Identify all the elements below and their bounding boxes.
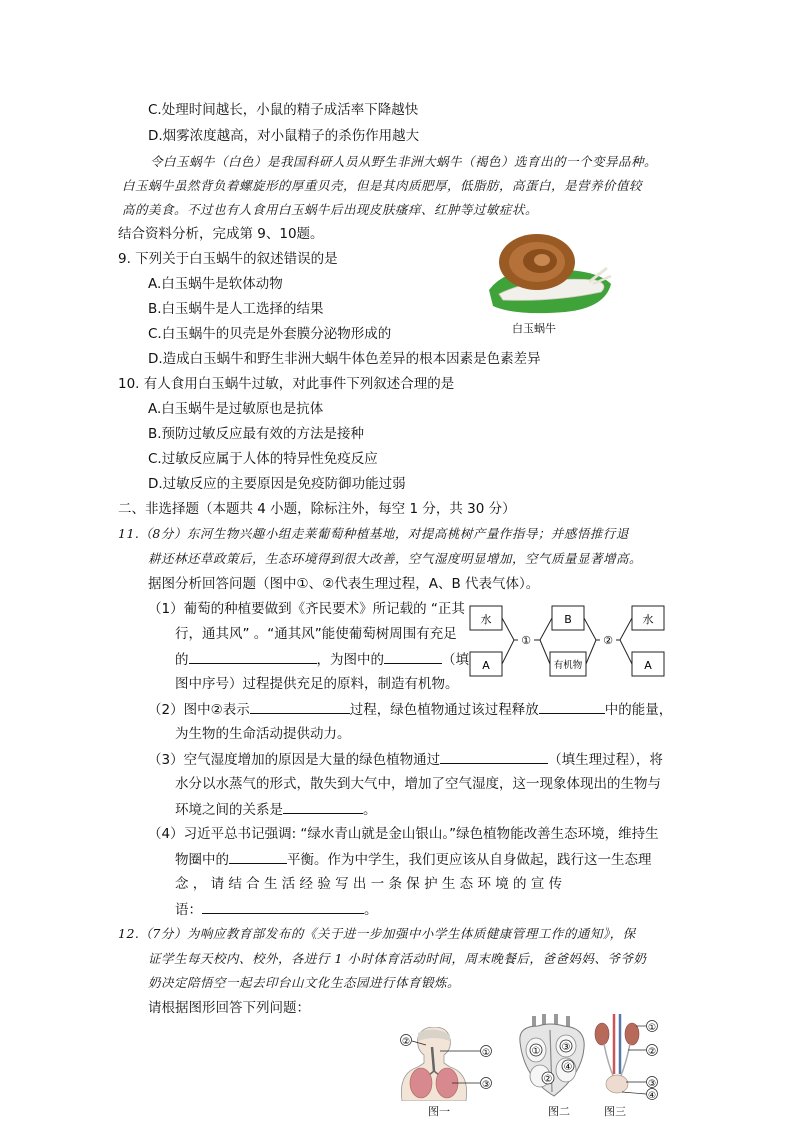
answer-blank[interactable] [539, 700, 605, 714]
question-11-2-line-1 [148, 700, 672, 719]
text-fragment: 的 [175, 652, 189, 668]
label-step-2: ② [603, 634, 613, 647]
text-fragment: 语： [175, 902, 202, 918]
fig1-label-3: ③ [481, 1080, 491, 1090]
question-10-option-b: B.预防过敏反应最有效的方法是接种 [148, 426, 365, 442]
answer-blank[interactable] [250, 700, 350, 714]
question-10-option-c: C.过敏反应属于人体的特异性免疫反应 [148, 451, 378, 467]
figure-1-caption: 图一 [428, 1105, 450, 1118]
question-11-4-line-2 [175, 850, 652, 869]
text-fragment: 过程，绿色植物通过该过程释放 [349, 702, 539, 718]
figure-2-heart-diagram [510, 1012, 592, 1098]
text-fragment: 环境之间的关系是 [175, 802, 283, 818]
question-9-option-d: D.造成白玉蜗牛和野生非洲大蜗牛体色差异的根本因素是色素差异 [148, 351, 541, 367]
fig3-label-3: ③ [647, 1079, 657, 1089]
fig3-label-1: ① [647, 1023, 657, 1033]
question-11-1-line-1: （1）葡萄的种植要做到《齐民要术》所记载的 “正其 [148, 601, 465, 617]
snail-caption: 白玉蜗牛 [512, 322, 556, 335]
label-a-right: A [644, 659, 652, 672]
text-fragment: 。 [363, 802, 377, 818]
question-11-3-line-1 [148, 750, 663, 769]
question-12-intro-3: 奶决定陪悟空一起去印台山文化生态园进行体育锻炼。 [148, 975, 461, 990]
question-10-option-a: A.白玉蜗牛是过敏原也是抗体 [148, 401, 324, 417]
question-12-intro-2: 证学生每天校内、校外，各进行 1 小时体育活动时间，周末晚餐后，爸爸妈妈、爷爷奶 [148, 951, 647, 966]
answer-blank[interactable] [440, 750, 548, 764]
answer-blank[interactable] [384, 650, 442, 664]
option-d-line: D.烟雾浓度越高，对小鼠精子的杀伤作用越大 [148, 128, 420, 144]
question-11-4-line-1: （4）习近平总书记强调: “绿水青山就是金山银山。”绿色植物能改善生态环境，维持生 [148, 826, 659, 842]
option-c-line: C.处理时间越长，小鼠的精子成活率下降越快 [148, 102, 419, 118]
question-11-intro-2: 耕还林还草政策后，生态环境得到很大改善，空气湿度明显增加，空气质量显著增高。 [148, 551, 643, 566]
question-12-intro-1: 12.（7分）为响应教育部发布的《关于进一步加强中小学生体质健康管理工作的通知》，保 [118, 926, 636, 941]
text-fragment: 中的能量， [604, 702, 673, 718]
label-step-1: ① [521, 634, 531, 647]
answer-blank[interactable] [202, 900, 364, 914]
label-water-left: 水 [480, 613, 492, 626]
text-fragment: （填生理过程），将 [548, 752, 663, 768]
fig2-label-1: ① [531, 1046, 541, 1057]
text-fragment: 物圈中的 [175, 852, 229, 868]
fig3-label-4: ④ [647, 1091, 657, 1100]
question-9-stem: 9. 下列关于白玉蜗牛的叙述错误的是 [118, 251, 338, 267]
material-line-1: 令白玉蜗牛（白色）是我国科研人员从野生非洲大蜗牛（褐色）选育出的一个变异品种。 [150, 154, 658, 169]
fig3-label-2: ② [647, 1047, 657, 1057]
answer-blank[interactable] [189, 650, 317, 664]
label-organic: 有机物 [553, 660, 583, 671]
figure-1-respiratory-diagram [388, 1027, 498, 1101]
figure-3-urinary-diagram [592, 1014, 664, 1100]
question-9-option-b: B.白玉蜗牛是人工选择的结果 [148, 301, 324, 317]
question-10-stem: 10. 有人食用白玉蜗牛过敏，对此事件下列叙述合理的是 [118, 376, 455, 392]
fig2-label-2: ② [543, 1074, 553, 1085]
fig2-label-4: ④ [563, 1062, 573, 1073]
text-fragment: （填 [442, 652, 469, 668]
material-line-3: 高的美食。不过也有人食用白玉蜗牛后出现皮肤瘙痒、红肿等过敏症状。 [122, 202, 539, 217]
question-11-3-line-3 [175, 800, 377, 819]
question-11-2-line-2: 为生物的生命活动提供动力。 [175, 726, 351, 742]
text-fragment: （2）图中②表示 [148, 702, 250, 718]
photosynthesis-respiration-diagram [468, 600, 682, 682]
label-water-right: 水 [642, 613, 654, 626]
material-line-2: 白玉蜗牛虽然背负着螺旋形的厚重贝壳，但是其肉质肥厚，低脂肪，高蛋白，是营养价值较 [122, 178, 643, 193]
text-fragment: ，为图中的 [316, 652, 384, 668]
text-fragment: 。 [364, 902, 378, 918]
label-b: B [564, 613, 572, 626]
question-12-prompt: 请根据图形回答下列问题： [148, 1000, 310, 1016]
fig1-label-2: ② [401, 1037, 411, 1047]
text-fragment: （3）空气湿度增加的原因是大量的绿色植物通过 [148, 752, 441, 768]
question-9-option-c: C.白玉蜗牛的贝壳是外套膜分泌物形成的 [148, 326, 392, 342]
text-fragment: 平衡。作为中学生，我们更应该从自身做起，践行这一生态理 [287, 852, 652, 868]
label-a-left: A [482, 659, 490, 672]
answer-blank[interactable] [283, 800, 363, 814]
question-11-1-line-4: 图中序号）过程提供充足的原料，制造有机物。 [175, 676, 459, 692]
snail-image [485, 228, 615, 316]
section-2-heading: 二、非选择题（本题共 4 小题，除标注外，每空 1 分，共 30 分） [118, 501, 516, 517]
fig2-label-3: ③ [561, 1042, 571, 1053]
figure-3-caption: 图三 [604, 1105, 626, 1118]
figure-2-caption: 图二 [548, 1105, 570, 1118]
instruction-line: 结合资料分析，完成第 9、10题。 [118, 226, 324, 242]
question-11-4-line-4 [175, 900, 378, 919]
question-11-1-line-2: 行，通其风” 。“通其风”能使葡萄树周围有充足 [175, 626, 457, 642]
question-11-intro-1: 11.（8分）东河生物兴趣小组走莱葡萄种植基地，对提高桃树产量作指导；并感悟推行退 [118, 526, 629, 541]
question-11-3-line-2: 水分以水蒸气的形式，散失到大气中，增加了空气湿度，这一现象体现出的生物与 [175, 776, 661, 792]
question-11-4-line-3: 念 ， 请 结 合 生 活 经 验 写 出 一 条 保 护 生 态 环 境 的 宣 传 [175, 876, 563, 892]
question-11-intro-3: 据图分析回答问题（图中①、②代表生理过程，A、B 代表气体）。 [148, 576, 540, 592]
question-10-option-d: D.过敏反应的主要原因是免疫防御功能过弱 [148, 476, 406, 492]
fig1-label-1: ① [481, 1048, 491, 1058]
question-9-option-a: A.白玉蜗牛是软体动物 [148, 276, 283, 292]
answer-blank[interactable] [229, 850, 287, 864]
question-11-1-line-3 [175, 650, 469, 669]
